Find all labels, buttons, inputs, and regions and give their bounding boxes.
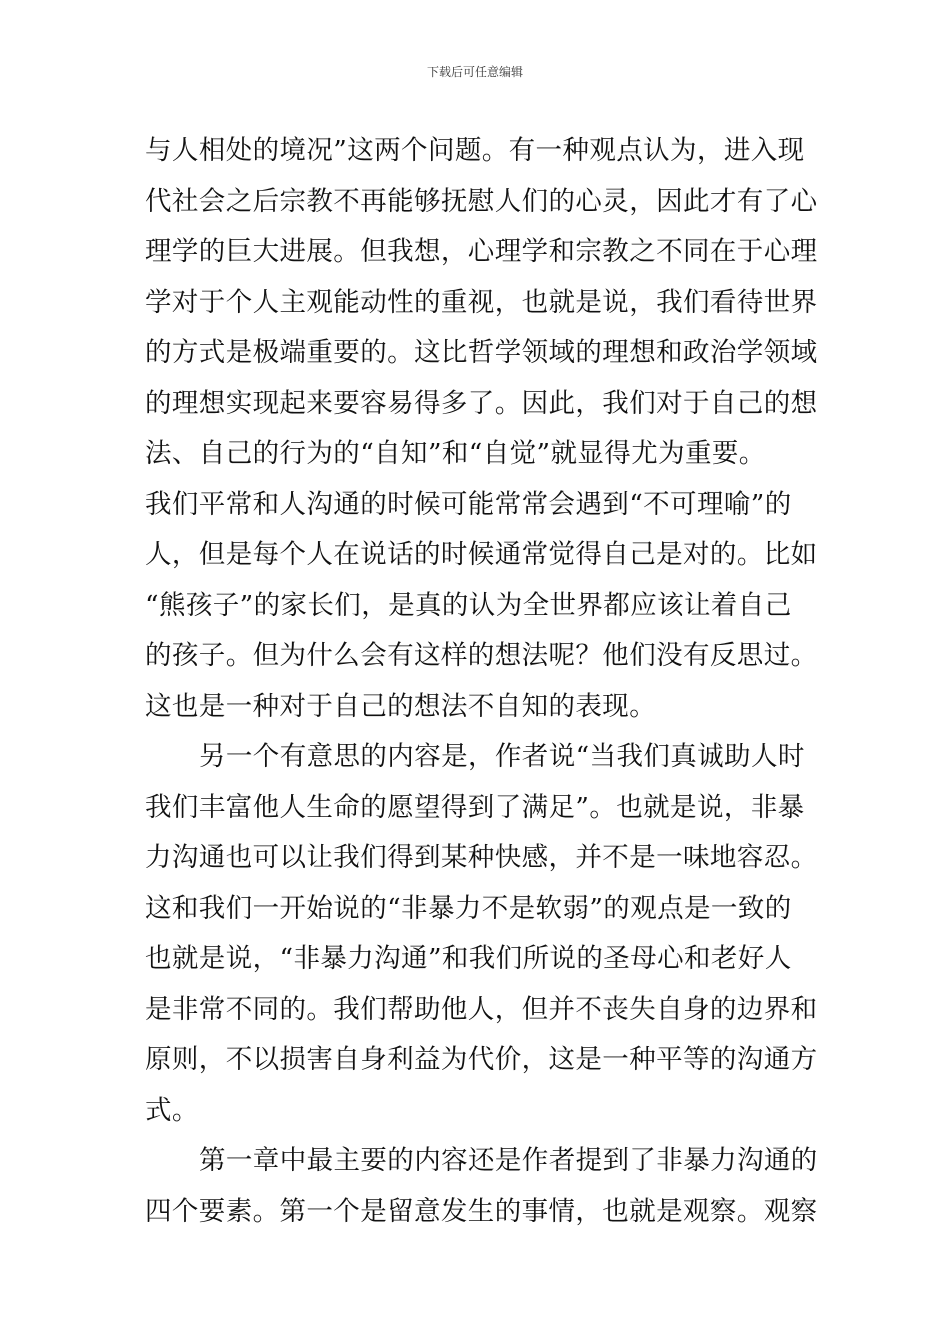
text-line: 我们平常和人沟通的时候可能常常会遇到“不可理喻”的 [145, 489, 792, 520]
text-line: 的孩子。但为什么会有这样的想法呢？他们没有反思过。 [145, 640, 818, 671]
text-line: 原则，不以损害自身利益为代价，这是一种平等的沟通方 [145, 1044, 818, 1075]
text-line: 的方式是极端重要的。这比哲学领域的理想和政治学领域 [145, 337, 818, 368]
text-line: 四个要素。第一个是留意发生的事情，也就是观察。观察 [145, 1196, 818, 1227]
text-line: 学对于个人主观能动性的重视，也就是说，我们看待世界 [145, 287, 818, 318]
paragraph-first-line: 另一个有意思的内容是，作者说“当我们真诚助人时 [199, 741, 805, 772]
text-line: 是非常不同的。我们帮助他人，但并不丧失自身的边界和 [145, 994, 818, 1025]
text-line: 理学的巨大进展。但我想，心理学和宗教之不同在于心理 [145, 236, 818, 267]
text-line: 这和我们一开始说的“非暴力不是软弱”的观点是一致的 [145, 893, 792, 924]
text-line: 也就是说，“非暴力沟通”和我们所说的圣母心和老好人 [145, 943, 792, 974]
text-line: 与人相处的境况”这两个问题。有一种观点认为，进入现 [145, 135, 805, 166]
text-line: “熊孩子”的家长们，是真的认为全世界都应该让着自己 [145, 590, 792, 621]
text-line: 法、自己的行为的“自知”和“自觉”就显得尤为重要。 [145, 438, 766, 469]
text-line: 式。 [145, 1095, 199, 1126]
text-line: 力沟通也可以让我们得到某种快感，并不是一味地容忍。 [145, 842, 818, 873]
text-line: 这也是一种对于自己的想法不自知的表现。 [145, 691, 657, 722]
text-line: 的理想实现起来要容易得多了。因此，我们对于自己的想 [145, 388, 818, 419]
text-line: 人，但是每个人在说话的时候通常觉得自己是对的。比如 [145, 539, 818, 570]
text-line: 我们丰富他人生命的愿望得到了满足”。也就是说，非暴 [145, 792, 805, 823]
paragraph-first-line: 第一章中最主要的内容还是作者提到了非暴力沟通的 [199, 1145, 818, 1176]
page-header: 下载后可任意编辑 [426, 65, 523, 79]
text-line: 代社会之后宗教不再能够抚慰人们的心灵，因此才有了心 [145, 186, 818, 217]
